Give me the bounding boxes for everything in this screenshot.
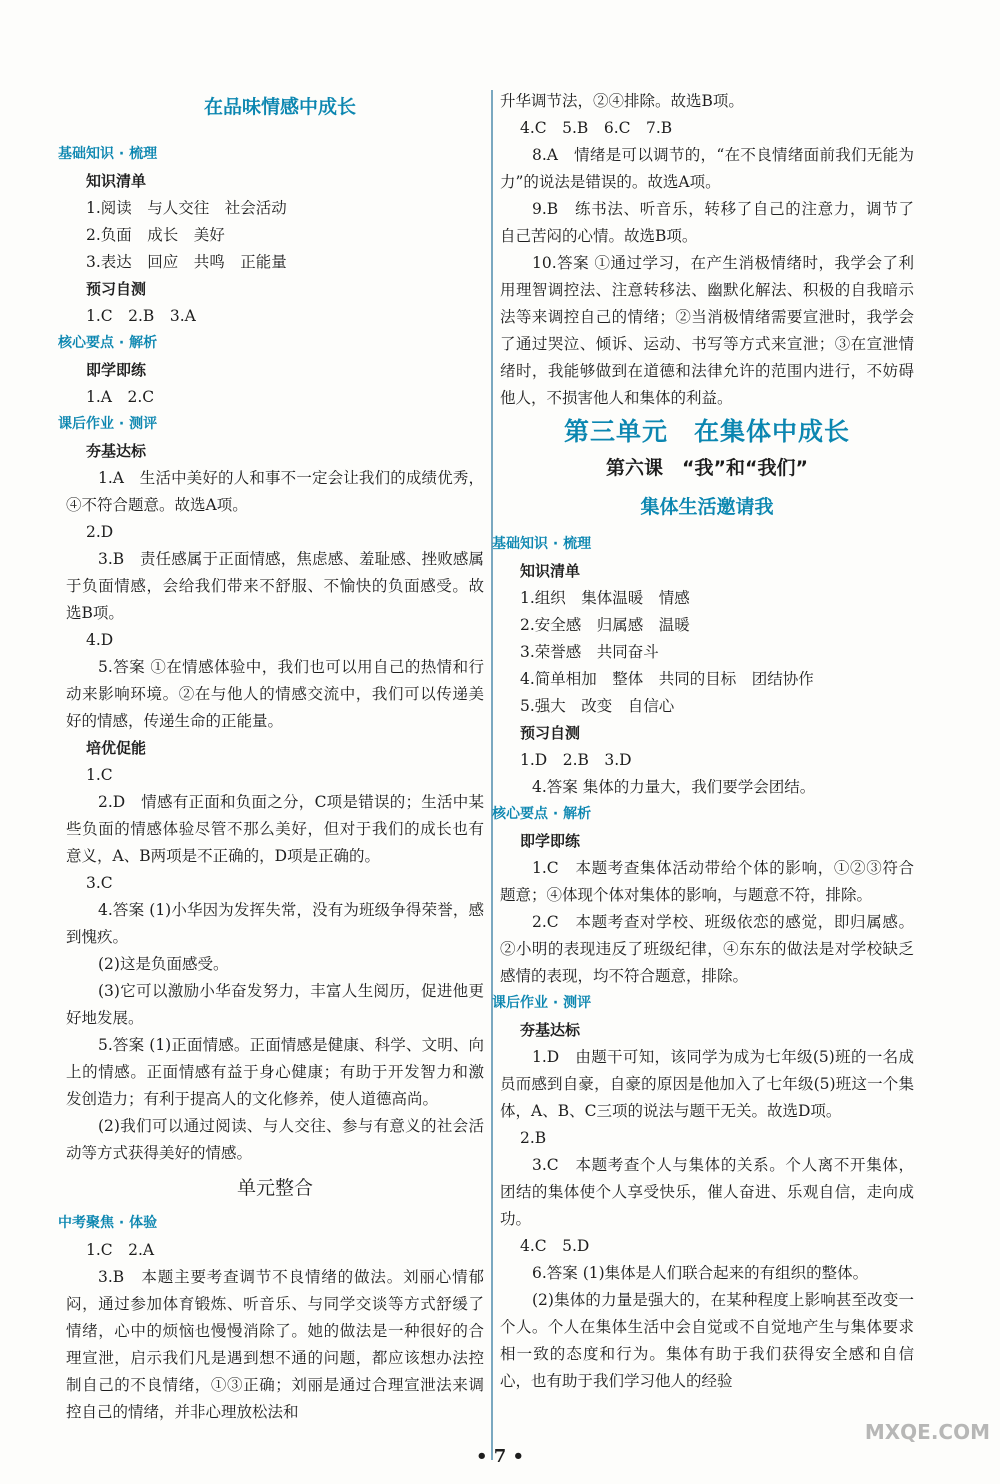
- answer-paragraph: 8.A 情绪是可以调节的，“在不良情绪面前我们无能为力”的说法是错误的。故选A项。: [500, 146, 914, 191]
- answer-line: 4.简单相加 整体 共同的目标 团结协作: [520, 670, 814, 688]
- answer-line: 4.C 5.D: [520, 1237, 590, 1255]
- section-title: 在品味情感中成长: [203, 96, 356, 118]
- bar-heading: 课后作业 · 测评: [58, 416, 158, 432]
- bar-heading: 核心要点 · 解析: [58, 335, 158, 351]
- sub-heading: 知识清单: [86, 172, 147, 190]
- answer-paragraph: 6.答案 (1)集体是人们联合起来的有组织的整体。: [532, 1264, 869, 1282]
- watermark-logo: [860, 1420, 990, 1478]
- answer-line: 1.C 2.A: [86, 1241, 155, 1259]
- answer-line: 1.组织 集体温暖 情感: [520, 589, 690, 607]
- sub-heading: 培优促能: [86, 739, 147, 757]
- answer-paragraph: 2.C 本题考查对学校、班级依恋的感觉，即归属感。②小明的表现违反了班级纪律，④东东的做法是对学校缺乏感情的表现，均不符合题意，排除。: [500, 913, 914, 985]
- answer-line: 1.A 2.C: [86, 388, 155, 406]
- answer-line: 1.C 2.B 3.A: [86, 307, 196, 325]
- sub-heading: 预习自测: [520, 724, 581, 742]
- watermark-text: MXQE.COM: [864, 1420, 990, 1444]
- answer-paragraph: (2)这是负面感受。: [98, 955, 229, 973]
- bar-heading: 基础知识 · 梳理: [492, 536, 592, 552]
- unit-summary-title: 单元整合: [236, 1177, 313, 1199]
- answer-paragraph: 1.D 由题干可知，该同学为成为七年级(5)班的一名成员而感到自豪，自豪的原因是他加入了七年级(5)班这一个集体，A、B、C三项的说法与题干无关。故选D项。: [500, 1048, 914, 1120]
- bar-heading: 核心要点 · 解析: [492, 806, 592, 822]
- answer-paragraph: 3.B 责任感属于正面情感，焦虑感、羞耻感、挫败感属于负面情感，会给我们带来不舒服、不愉快的负面感受。故选B项。: [66, 550, 484, 622]
- answer-line: 4.D: [86, 631, 114, 649]
- sub-heading: 预习自测: [86, 280, 147, 298]
- continued-line: 升华调节法，②④排除。故选B项。: [500, 92, 744, 110]
- answer-line: 2.B: [520, 1129, 547, 1147]
- answer-line: 3.表达 回应 共鸣 正能量: [86, 253, 287, 271]
- answer-paragraph: 5.答案 ①在情感体验中，我们也可以用自己的热情和行动来影响环境。②在与他人的情感交流中，我们可以传递美好的情感，传递生命的正能量。: [66, 658, 484, 730]
- unit-title: 第三单元 在集体中成长: [563, 417, 850, 446]
- answer-paragraph: (2)集体的力量是强大的，在某种程度上影响甚至改变一个人。个人在集体生活中会自觉或不自觉地产生与集体要求相一致的态度和行为。集体有助于我们获得安全感和自信心，也有助于我们学习他人的经验: [500, 1291, 914, 1390]
- sub-heading: 夯基达标: [86, 442, 147, 460]
- answer-line: 3.C: [86, 874, 113, 892]
- answer-paragraph: 5.答案 (1)正面情感。正面情感是健康、科学、文明、向上的情感。正面情感有益于身心健康；有助于开发智力和激发创造力；有利于提高人的文化修养，使人道德高尚。: [66, 1036, 484, 1108]
- answer-paragraph: 3.B 本题主要考查调节不良情绪的做法。刘丽心情郁闷，通过参加体育锻炼、听音乐、与同学交谈等方式舒缓了情绪，心中的烦恼也慢慢消除了。她的做法是一种很好的合理宣泄，启示我们凡是遇到想不通的问题，都应该想办法控制自己的不良情绪，①③正确；刘丽是通过合理宣泄法来调控自己的情绪，并非心理放松法和: [66, 1268, 484, 1421]
- answer-paragraph: 4.答案 集体的力量大，我们要学会团结。: [532, 778, 816, 796]
- answer-paragraph: 4.答案 (1)小华因为发挥失常，没有为班级争得荣誉，感到愧疚。: [66, 901, 484, 946]
- sub-heading: 即学即练: [520, 832, 581, 850]
- answer-paragraph: 1.C 本题考查集体活动带给个体的影响，①②③符合题意；④体现个体对集体的影响，与题意不符，排除。: [500, 859, 914, 904]
- answer-paragraph: 1.A 生活中美好的人和事不一定会让我们的成绩优秀，④不符合题意。故选A项。: [66, 469, 484, 514]
- lesson-title: 第六课 “我”和“我们”: [606, 457, 808, 479]
- answer-line: 2.安全感 归属感 温暖: [520, 616, 690, 634]
- right-column: [492, 0, 914, 1395]
- column-divider: [491, 90, 493, 1460]
- answer-line: 3.荣誉感 共同奋斗: [520, 643, 659, 661]
- answer-line: 1.C: [86, 766, 113, 784]
- section-title: 集体生活邀请我: [640, 496, 774, 518]
- answer-line: 2.D: [86, 523, 114, 541]
- answer-line: 4.C 5.B 6.C 7.B: [520, 119, 673, 137]
- left-column: [58, 0, 484, 1426]
- answer-line: 5.强大 改变 自信心: [520, 697, 675, 715]
- answer-paragraph: 9.B 练书法、听音乐，转移了自己的注意力，调节了自己苦闷的心情。故选B项。: [500, 200, 914, 245]
- answer-line: 1.阅读 与人交往 社会活动: [86, 199, 287, 217]
- bar-heading: 中考聚焦 · 体验: [58, 1215, 158, 1231]
- page-number: • 7 •: [475, 1446, 525, 1467]
- answer-paragraph: (2)我们可以通过阅读、与人交往、参与有意义的社会活动等方式获得美好的情感。: [66, 1117, 484, 1162]
- bar-heading: 基础知识 · 梳理: [58, 146, 158, 162]
- sub-heading: 即学即练: [86, 361, 147, 379]
- answer-paragraph: 10.答案 ①通过学习，在产生消极情绪时，我学会了利用理智调控法、注意转移法、幽默化解法、积极的自我暗示法等来调控自己的情绪；②当消极情绪需要宣泄时，我学会了通过哭泣、倾诉、运动、书写等方式来宣泄；③在宣泄情绪时，我能够做到在道德和法律允许的范围内进行，不妨碍他人，不损害他人和集体的利益。: [500, 254, 914, 407]
- answer-line: 2.负面 成长 美好: [86, 226, 225, 244]
- sub-heading: 知识清单: [520, 562, 581, 580]
- answer-line: 1.D 2.B 3.D: [520, 751, 632, 769]
- sub-heading: 夯基达标: [520, 1021, 581, 1039]
- answer-paragraph: (3)它可以激励小华奋发努力，丰富人生阅历，促进他更好地发展。: [66, 982, 484, 1027]
- bar-heading: 课后作业 · 测评: [492, 995, 592, 1011]
- answer-paragraph: 3.C 本题考查个人与集体的关系。个人离不开集体，团结的集体使个人享受快乐，催人奋进、乐观自信，走向成功。: [500, 1156, 914, 1228]
- answer-paragraph: 2.D 情感有正面和负面之分，C项是错误的；生活中某些负面的情感体验尽管不那么美好，但对于我们的成长也有意义，A、B两项是不正确的，D项是正确的。: [66, 793, 484, 865]
